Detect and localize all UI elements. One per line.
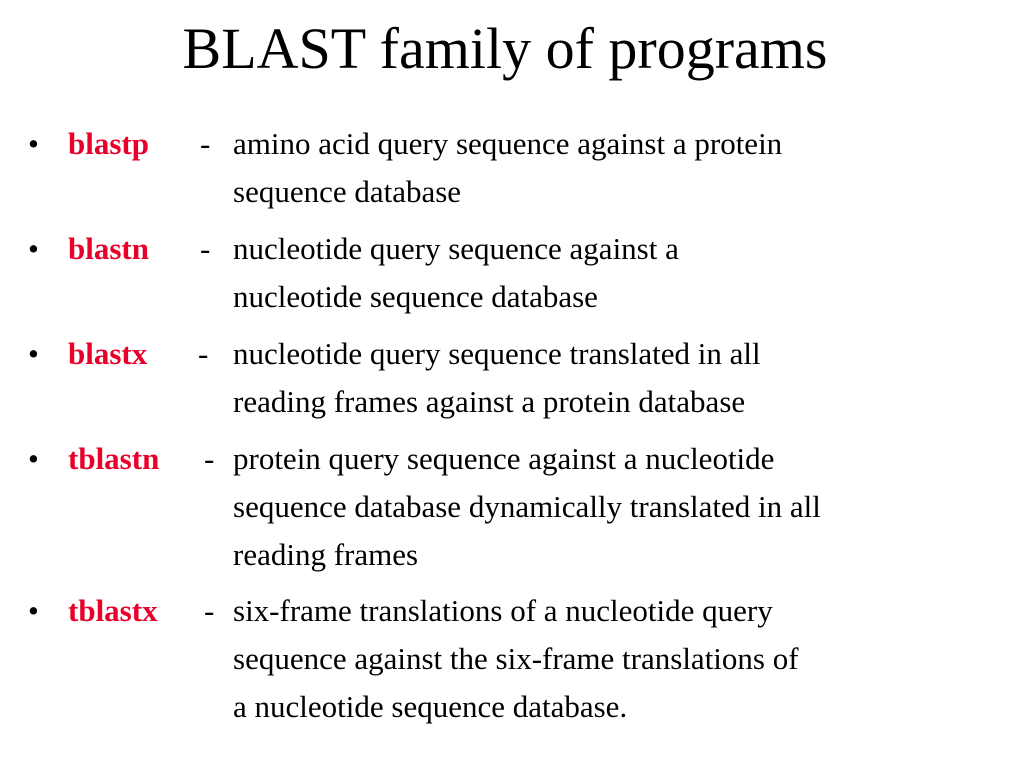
description-line: nucleotide query sequence against a [233, 231, 679, 266]
description-line: protein query sequence against a nucleotide [233, 441, 775, 476]
separator-dash: - [200, 231, 211, 266]
separator-dash: - [204, 593, 215, 628]
program-description [233, 330, 1018, 426]
description-line: sequence database [233, 174, 462, 209]
bullet: • [28, 593, 39, 628]
program-name: tblastx [68, 593, 158, 628]
separator-dash: - [200, 126, 211, 161]
separator-dash: - [204, 441, 215, 476]
program-description [233, 435, 1018, 579]
bullet: • [28, 336, 39, 371]
program-name: blastn [68, 231, 149, 266]
separator-dash: - [198, 336, 209, 371]
description-line: nucleotide query sequence translated in all [233, 336, 761, 371]
program-description [233, 120, 1018, 216]
program-name: tblastn [68, 441, 160, 476]
program-name: blastx [68, 336, 148, 371]
description-line: sequence against the six-frame translations of [233, 641, 799, 676]
description-line: six-frame translations of a nucleotide query [233, 593, 773, 628]
program-description [233, 225, 1018, 321]
program-description [233, 587, 1018, 731]
description-line: amino acid query sequence against a protein [233, 126, 783, 161]
bullet: • [28, 231, 39, 266]
slide-title: BLAST family of programs [182, 16, 828, 81]
description-line: a nucleotide sequence database. [233, 689, 628, 724]
description-line: reading frames against a protein database [233, 384, 746, 419]
description-line: reading frames [233, 537, 419, 572]
program-name: blastp [68, 126, 149, 161]
bullet: • [28, 441, 39, 476]
bullet: • [28, 126, 39, 161]
description-line: sequence database dynamically translated in all [233, 489, 821, 524]
description-line: nucleotide sequence database [233, 279, 598, 314]
